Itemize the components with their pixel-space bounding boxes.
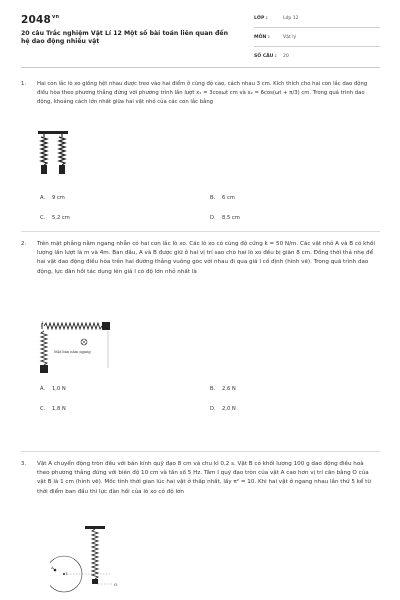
option-b[interactable]: B. 2,6 N: [210, 386, 236, 392]
figure-point-a: A: [51, 565, 54, 570]
option-b[interactable]: B. 6 cm: [210, 195, 235, 201]
question-number: 1.: [21, 81, 27, 87]
meta-lop-value: Lớp 12: [283, 16, 299, 21]
figure-point-o: O: [114, 582, 118, 587]
figure-caption: Mặt bàn nằm ngang: [54, 350, 91, 354]
site-logo[interactable]: $2048^{vn}$: [21, 14, 60, 26]
option-d[interactable]: D. 8,5 cm: [210, 215, 240, 221]
page-title: 20 câu Trắc nghiệm Vật Lí 12 Một số bài toán liên quan đến hệ dao động nhiều vật: [21, 30, 228, 45]
meta-lop-label: LỚP :: [254, 16, 268, 21]
option-c[interactable]: C. 1,8 N: [40, 406, 66, 412]
question-separator: [21, 231, 380, 232]
figure-two-springs: [38, 131, 78, 181]
figure-point-i: I: [66, 571, 68, 576]
question-3: [21, 460, 382, 522]
page-header: [0, 0, 400, 66]
question-number: 2.: [21, 241, 27, 247]
option-a[interactable]: A. 1,0 N: [40, 386, 66, 392]
option-a[interactable]: A. 9 cm: [40, 195, 65, 201]
meta-socau-value: 20: [283, 54, 289, 59]
header-divider: [21, 67, 380, 68]
option-d[interactable]: D. 2,0 N: [210, 406, 236, 412]
meta-mon-label: MÔN :: [254, 35, 270, 40]
figure-table-springs: [38, 320, 128, 378]
meta-row-socau: [254, 52, 380, 65]
figure-circle-spring: [50, 522, 160, 600]
option-c[interactable]: C. 5,2 cm: [40, 215, 70, 221]
meta-row-lop: [254, 14, 380, 28]
question-number: 3.: [21, 461, 27, 467]
svg-text:I: I: [42, 320, 44, 325]
question-separator: [21, 451, 380, 452]
meta-row-mon: [254, 33, 380, 47]
meta-panel: [254, 14, 380, 70]
meta-mon-value: Vật lý: [283, 35, 297, 40]
question-1: [21, 80, 382, 126]
question-2: [21, 240, 382, 320]
question-stem: Hai con lắc lò xo giống hệt nhau được treo vào hai điểm ở cùng độ cao, cách nhau 3 cm. Kích thích cho hai con lắc dao động điều hòa theo phương thẳng đứng với phương trình lần lượt x₁ = 3cosωt cm và x₂ = 6cos(ωt + π/3) cm. Trong quá trình dao động, khoảng cách lớn nhất giữa hai vật nhỏ của các con lắc bằng: [37, 81, 368, 105]
question-stem: Vật A chuyển động tròn đều với bán kính quỹ đạo 8 cm và chu kì 0,2 s. Vật B có khối lượng 100 g dao động điều hoà theo phương thẳng đứng với biên độ 10 cm và tần số 5 Hz. Tâm I quỹ đạo tròn của vật A cao hơn vị trí cân bằng O của vật B là 1 cm (hình vẽ). Mốc tính thời gian lúc hai vật ở thấp nhất, lấy π² = 10. Khi hai vật ở ngang nhau lần thứ 5 kể từ thời điểm ban đầu thì lực đàn hồi của lò xo có độ lớn: [37, 461, 371, 495]
question-stem: Trên mặt phẳng nằm ngang nhẵn có hai con lắc lò xo. Các lò xo có cùng độ cứng k = 50 N/m. Các vật nhỏ A và B có khối lượng lần lượt là m và 4m. Ban đầu, A và B được giữ ở hai vị trí sao cho hai lò xo đều bị giãn 8 cm. Đồng thời thả nhẹ để hai vật dao động điều hòa trên hai đường thẳng vuông góc với nhau đi qua giá I cố định (hình vẽ). Trong quá trình dao động, lực đàn hồi tác dụng lên giá I có độ lớn nhỏ nhất là: [37, 241, 375, 275]
meta-socau-label: SỐ CÂU :: [254, 54, 277, 59]
